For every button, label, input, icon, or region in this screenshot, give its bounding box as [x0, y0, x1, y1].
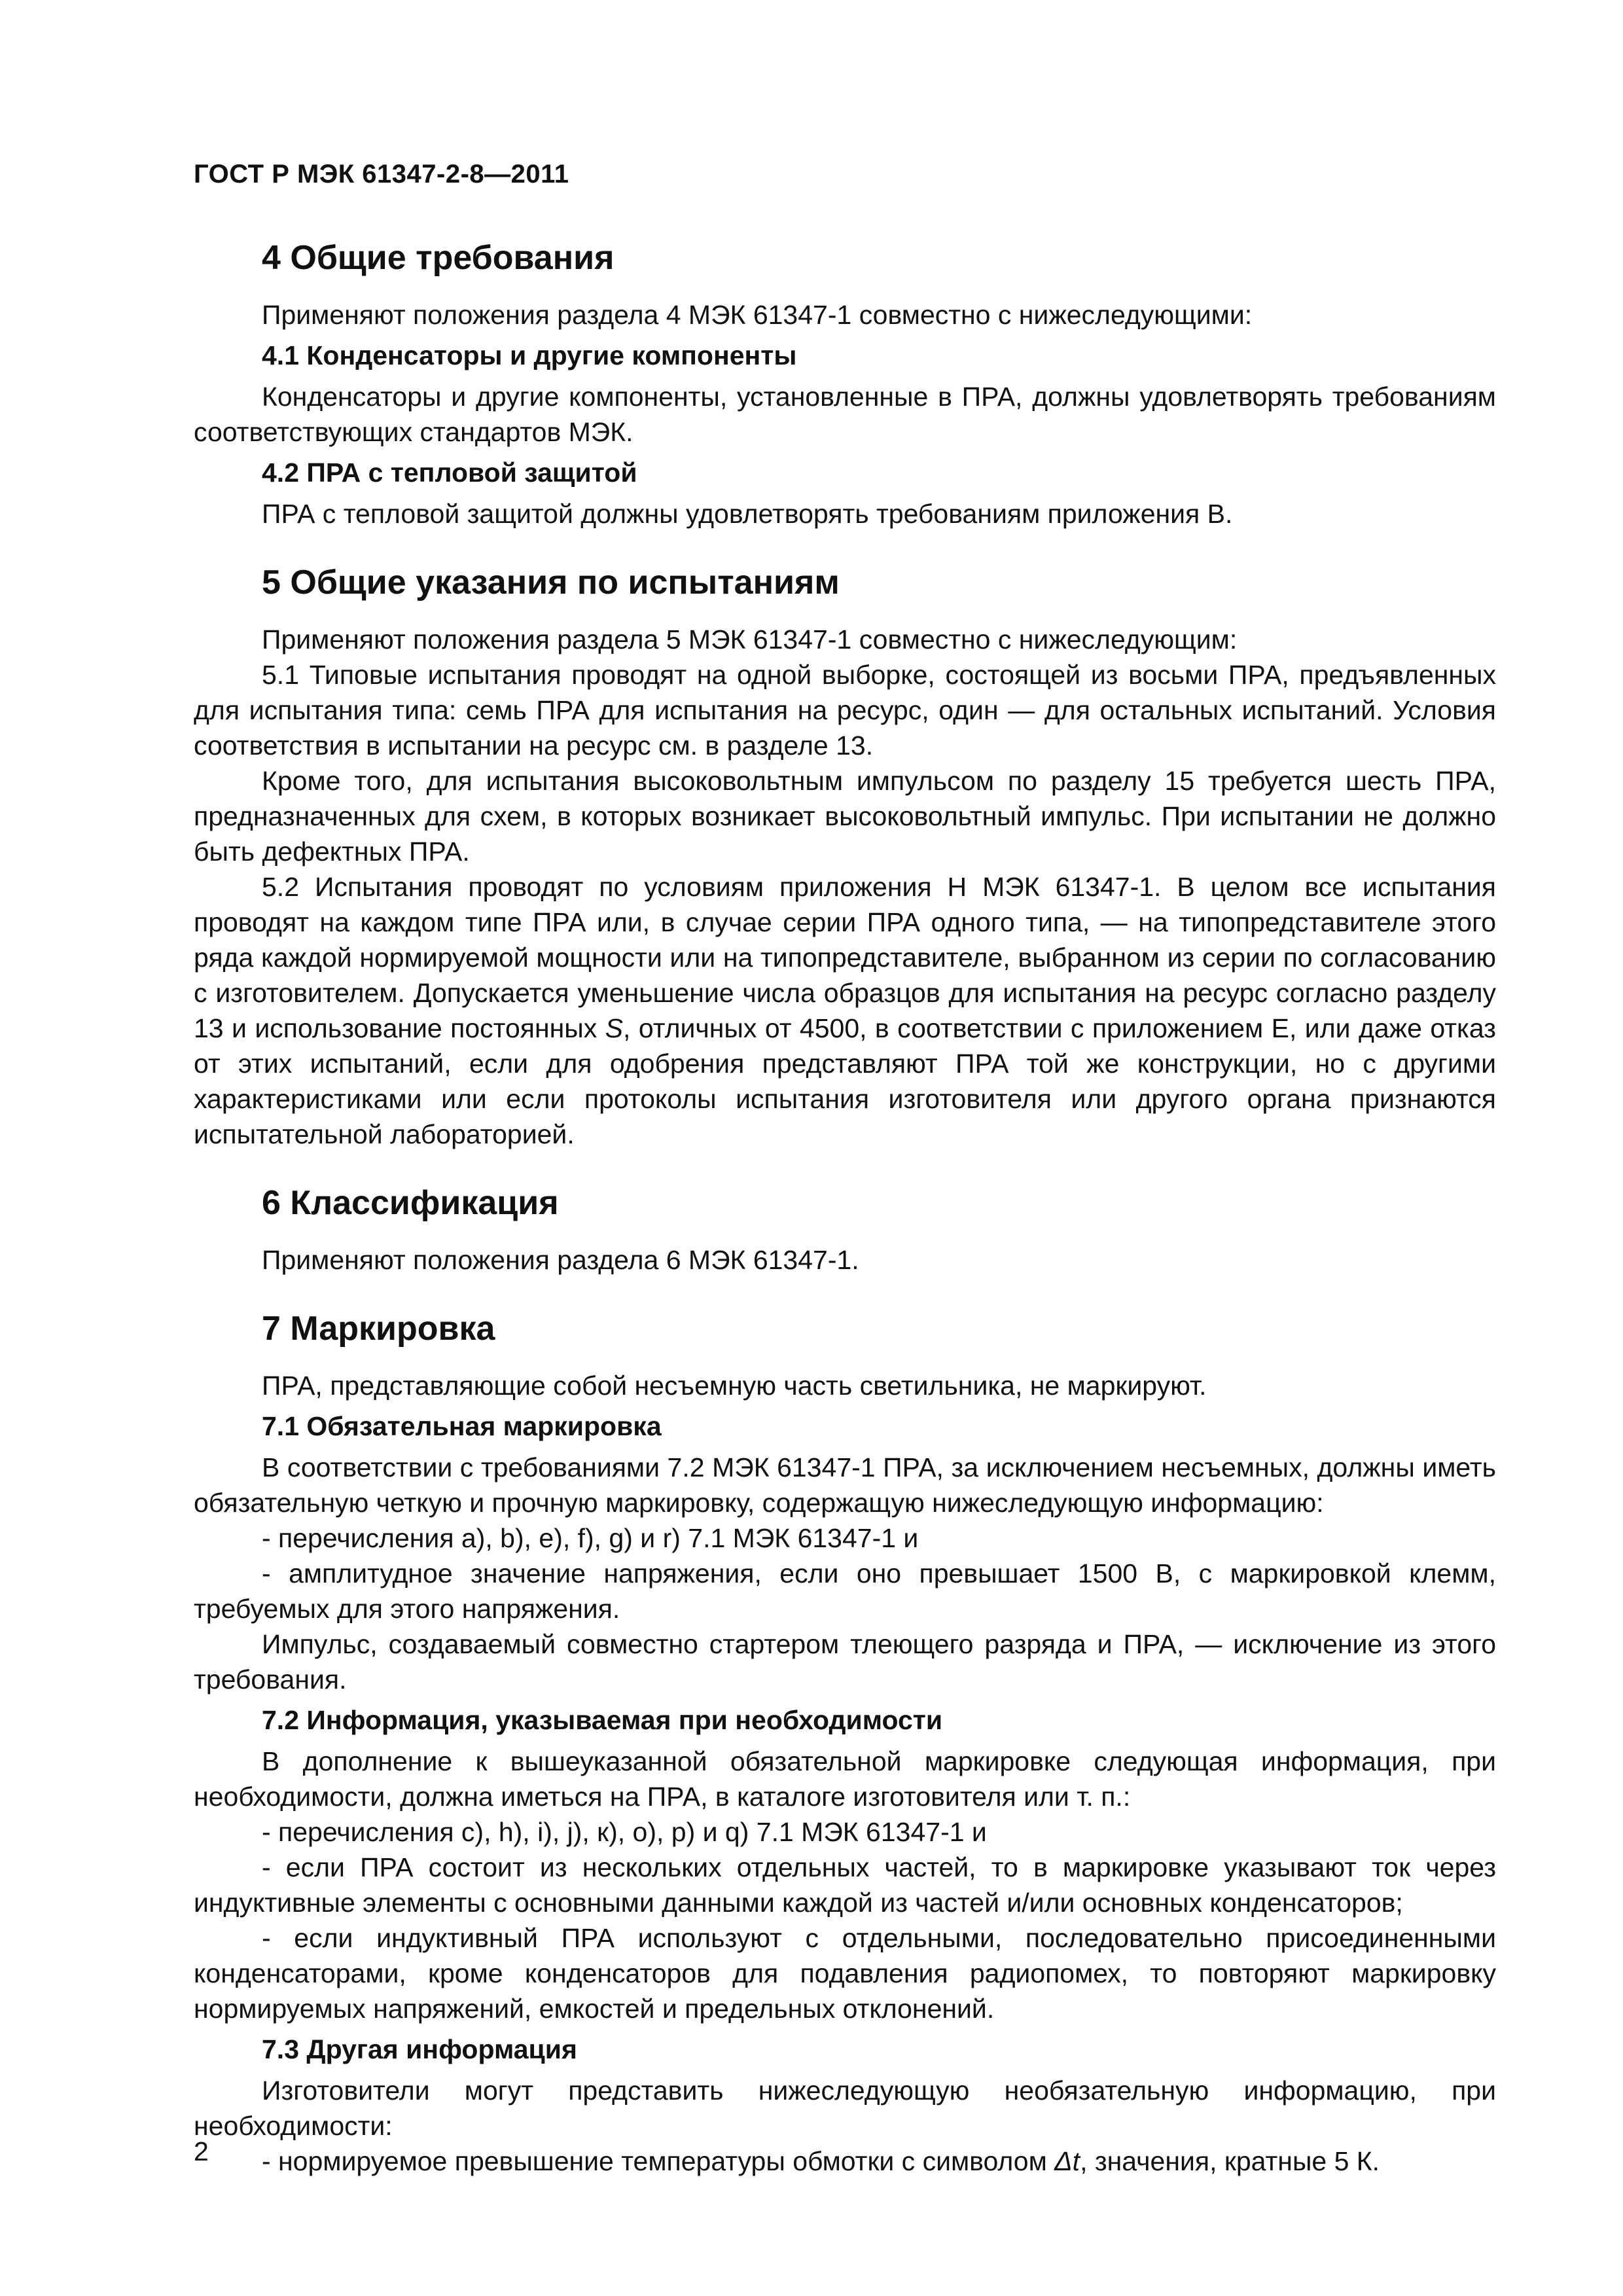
list-item-7-2-c: - если индуктивный ПРА используют с отдельными, последовательно присоединенными конденсаторами, кроме конденсаторов для подавления радиопомех, то повторяют маркировку нормируемых напряжений, емкостей и предельных отклонений.: [194, 1923, 1496, 2024]
list-item-7-3-a-post: , значения, кратные 5 К.: [1080, 2146, 1380, 2176]
page-number: 2: [194, 2136, 209, 2166]
subsection-7-2-title: 7.2 Информация, указываемая при необходимости: [262, 1705, 943, 1735]
subsection-4-1-text: Конденсаторы и другие компоненты, установленные в ПРА, должны удовлетворять требованиям соответствующих стандартов МЭК.: [194, 382, 1496, 447]
paragraph-5-2-part-a: 5.2 Испытания проводят по условиям приложения Н МЭК 61347-1. В целом все испытания проводят на каждом типе ПРА или, в случае серии ПРА одного типа, — на типопредставителе этого ряда каждой нормируемой мощности или на типопредставителе, выбранном из серии по согласованию с изготовителем. Допускается уменьшение числа образцов для испытания на ресурс согласно разделу 13 и использование постоянных: [194, 872, 1496, 1043]
section-7-intro: ПРА, представляющие собой несъемную часть светильника, не маркируют.: [262, 1371, 1207, 1401]
subsection-4-2-text: ПРА с тепловой защитой должны удовлетворять требованиям приложения В.: [262, 499, 1233, 529]
paragraph-5-2: [194, 869, 1496, 1152]
subsection-4-1-title: 4.1 Конденсаторы и другие компоненты: [262, 340, 797, 370]
section-5-title: 5 Общие указания по испытаниям: [262, 564, 840, 601]
symbol-s: S: [605, 1013, 624, 1043]
list-item-7-1-b: - амплитудное значение напряжения, если оно превышает 1500 В, с маркировкой клемм, требуемых для этого напряжения.: [194, 1558, 1496, 1624]
paragraph-5-1: 5.1 Типовые испытания проводят на одной выборке, состоящей из восьми ПРА, предъявленных для испытания типа: семь ПРА для испытания на ресурс, один — для остальных испытаний. Условия соответствия в испытании на ресурс см. в разделе 13.: [194, 660, 1496, 761]
document-body: [194, 236, 1496, 2179]
paragraph-5-2-part-b: , отличных от 4500, в соответствии с приложением Е, или даже отказ от этих испытаний, если для одобрения представляют ПРА той же конструкции, но с другими характеристиками или если протоколы испытания изготовителя или другого органа признаются испытательной лабораторией.: [194, 1013, 1496, 1149]
list-item-7-2-b: - если ПРА состоит из нескольких отдельных частей, то в маркировке указывают ток через индуктивные элементы с основными данными каждой из частей и/или основных конденсаторов;: [194, 1852, 1496, 1918]
subsection-7-1-title: 7.1 Обязательная маркировка: [262, 1411, 662, 1441]
list-item-7-3-a: [194, 2144, 1496, 2179]
list-item-7-1-a: - перечисления а), b), е), f), g) и r) 7.1 МЭК 61347-1 и: [262, 1523, 919, 1553]
list-item-7-3-a-pre: - нормируемое превышение температуры обмотки с символом: [262, 2146, 1055, 2176]
section-6-title: 6 Классификация: [262, 1184, 559, 1222]
section-4-title: 4 Общие требования: [262, 239, 615, 277]
subsection-7-1-note: Импульс, создаваемый совместно стартером тлеющего разряда и ПРА, — исключение из этого требования.: [194, 1629, 1496, 1695]
symbol-delta-t: Δt: [1054, 2146, 1080, 2176]
section-6-text: Применяют положения раздела 6 МЭК 61347-1.: [262, 1245, 859, 1275]
section-4-intro: Применяют положения раздела 4 МЭК 61347-1 совместно с нижеследующими:: [262, 300, 1253, 330]
list-item-7-2-a: - перечисления с), h), i), j), к), о), р) и q) 7.1 МЭК 61347-1 и: [262, 1817, 987, 1847]
document-header: ГОСТ Р МЭК 61347-2-8—2011: [194, 160, 569, 188]
paragraph-5-1-continued: Кроме того, для испытания высоковольтным импульсом по разделу 15 требуется шесть ПРА, предназначенных для схем, в которых возникает высоковольтный импульс. При испытании не должно быть дефектных ПРА.: [194, 766, 1496, 867]
subsection-7-3-title: 7.3 Другая информация: [262, 2034, 577, 2064]
subsection-7-3-text: Изготовители могут представить нижеследующую необязательную информацию, при необходимости:: [194, 2075, 1496, 2141]
section-7-title: 7 Маркировка: [262, 1310, 495, 1348]
section-5-intro: Применяют положения раздела 5 МЭК 61347-1 совместно с нижеследующим:: [262, 624, 1238, 655]
subsection-4-2-title: 4.2 ПРА с тепловой защитой: [262, 457, 637, 488]
subsection-7-1-text: В соответствии с требованиями 7.2 МЭК 61347-1 ПРА, за исключением несъемных, должны иметь обязательную четкую и прочную маркировку, содержащую нижеследующую информацию:: [194, 1452, 1496, 1518]
subsection-7-2-text: В дополнение к вышеуказанной обязательной маркировке следующая информация, при необходимости, должна иметься на ПРА, в каталоге изготовителя или т. п.:: [194, 1746, 1496, 1812]
